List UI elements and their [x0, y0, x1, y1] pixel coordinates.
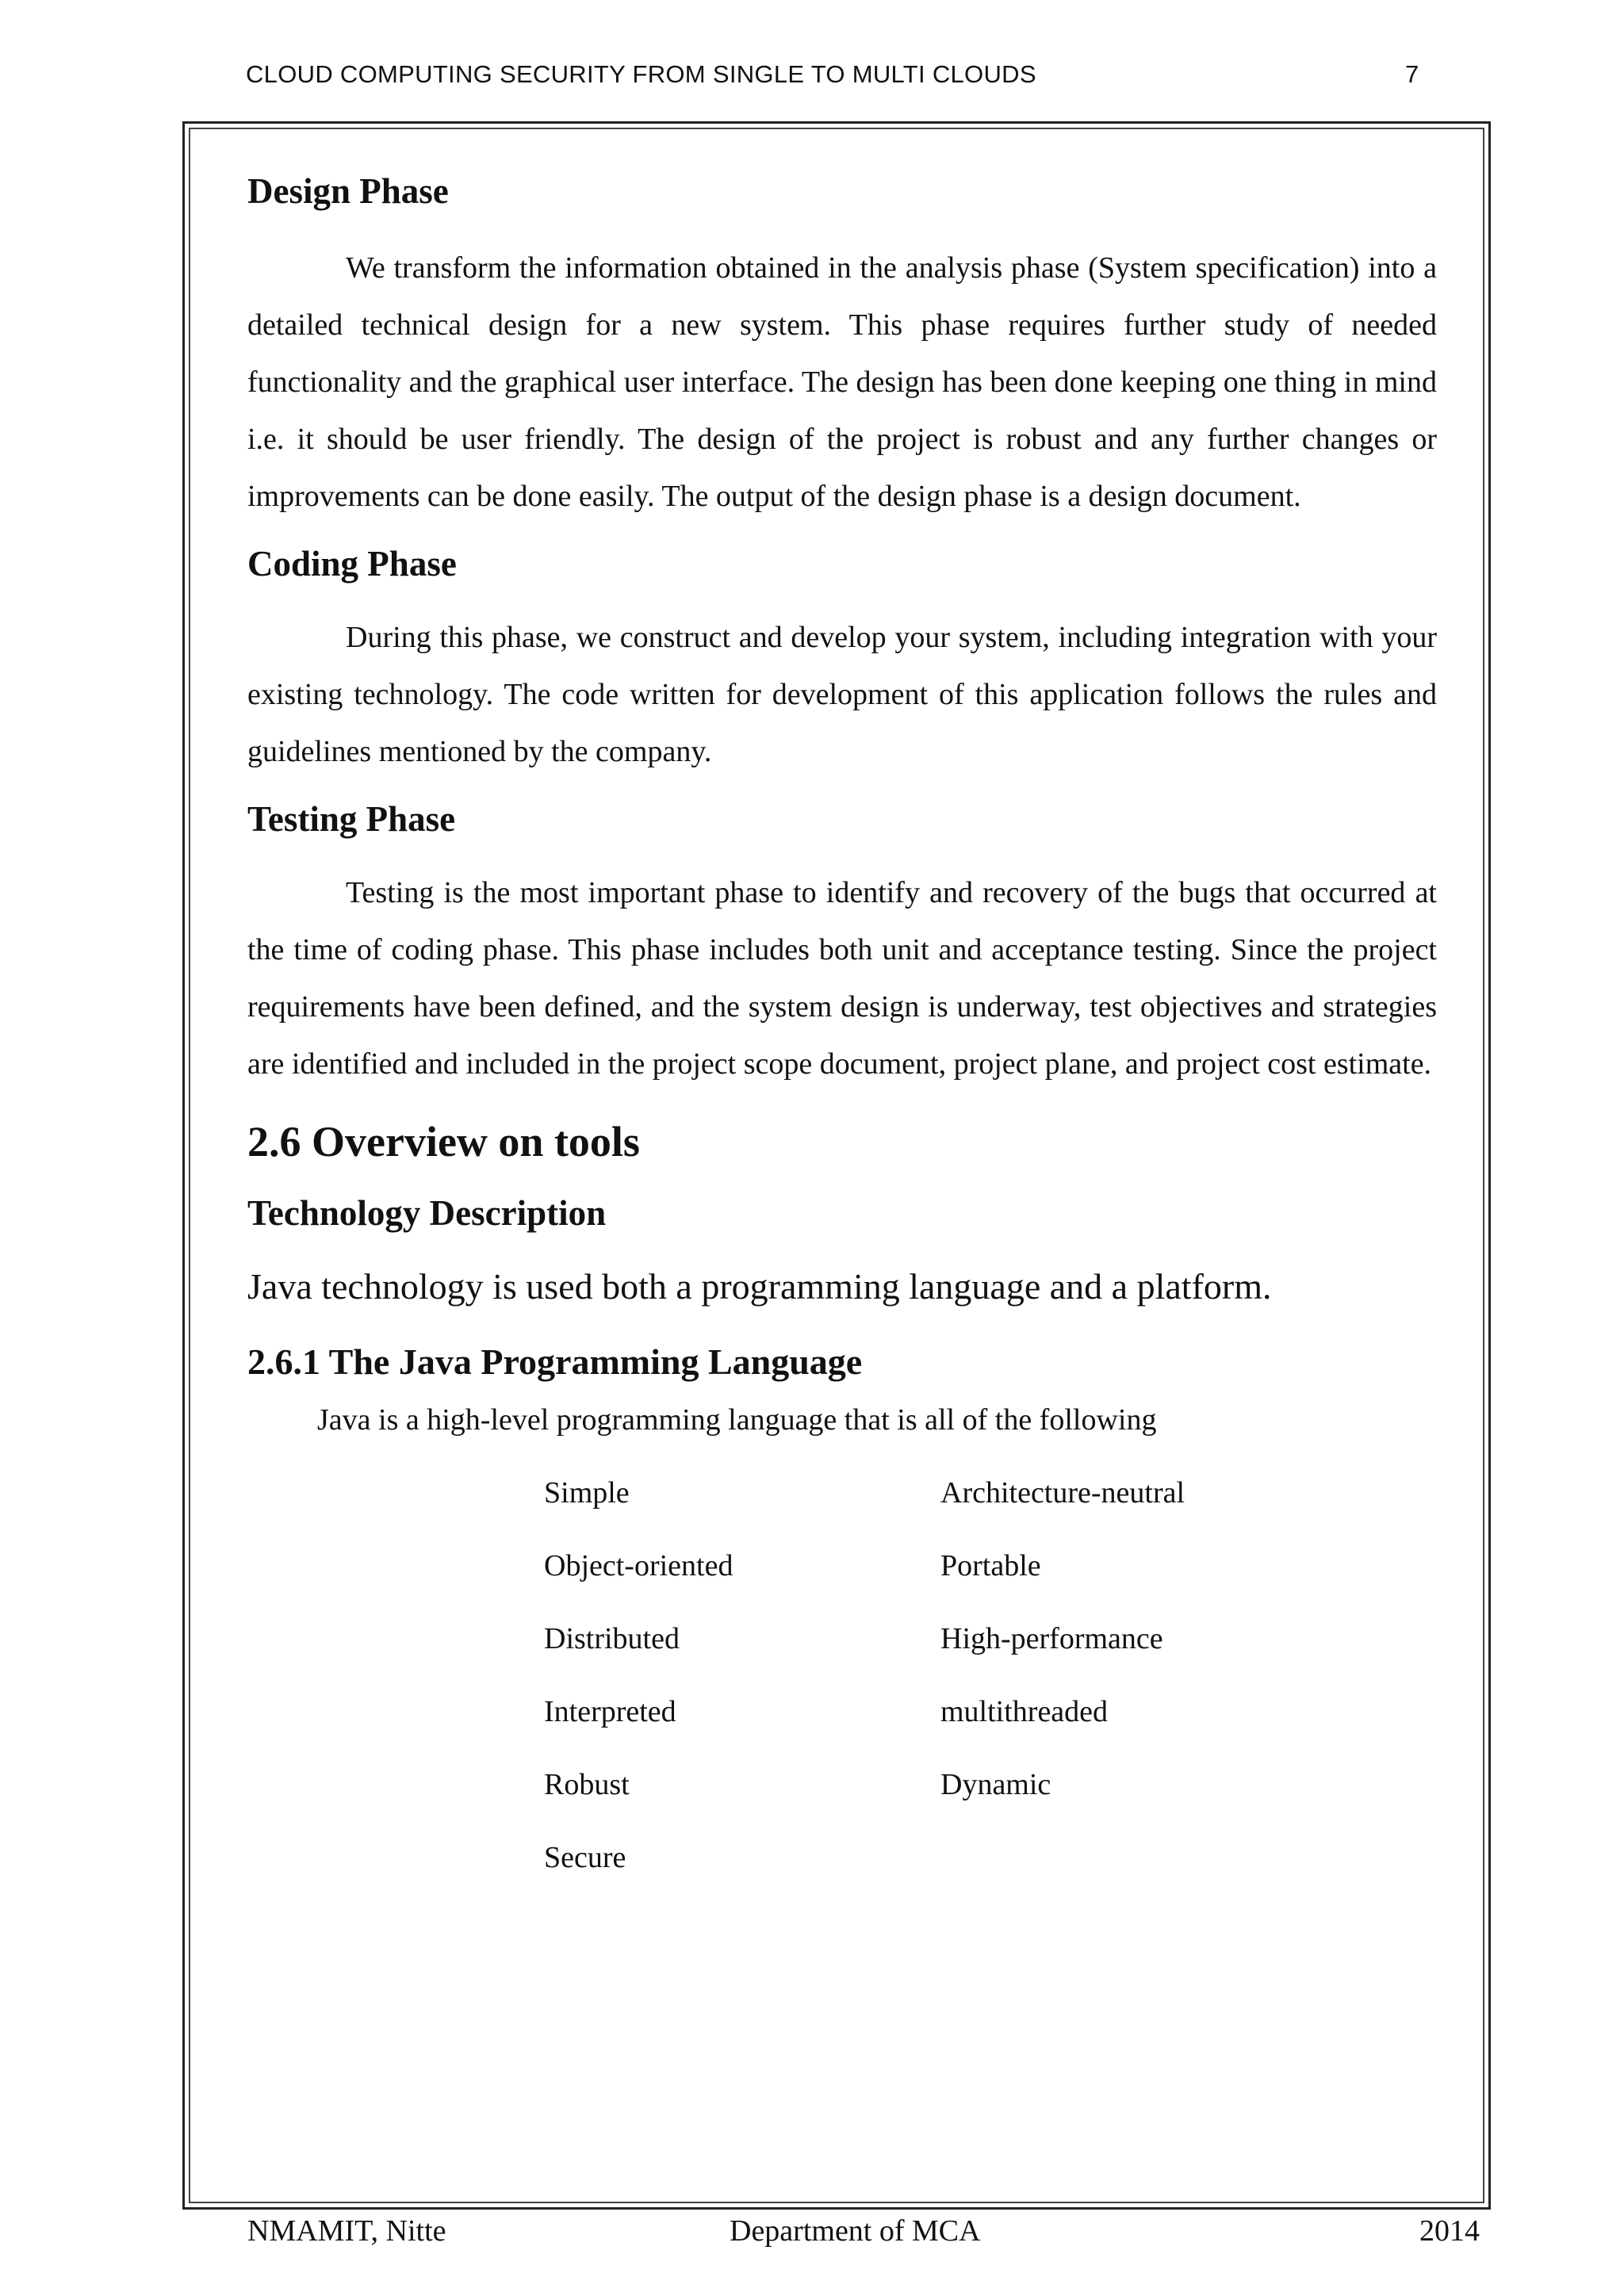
feature-item: Interpreted — [544, 1694, 676, 1728]
page-number: 7 — [1405, 60, 1419, 88]
feature-item: multithreaded — [940, 1694, 1109, 1728]
java-language-intro: Java is a high-level programming language that is all of the following — [317, 1403, 1157, 1437]
design-phase-heading: Design Phase — [247, 171, 449, 211]
feature-item: Portable — [940, 1548, 1041, 1582]
footer-department: Department of MCA — [730, 2214, 981, 2248]
feature-item: Object-oriented — [544, 1548, 733, 1582]
design-phase-paragraph: We transform the information obtained in the analysis phase (System specification) into a detailed technical design for a new system. This phase requires further study of needed functionality and the graphical user interface. The design has been done keeping one thing in mind i.e. it should be user friendly. The design of the project is robust and any further changes or improvements can be done easily. The output of the design phase is a design document. — [247, 251, 1437, 513]
coding-phase-heading: Coding Phase — [247, 544, 457, 584]
feature-item: Secure — [544, 1840, 626, 1874]
technology-lead-sentence: Java technology is used both a programming language and a platform. — [247, 1265, 1272, 1307]
feature-item: Distributed — [544, 1621, 680, 1655]
footer-year: 2014 — [1419, 2214, 1480, 2248]
overview-section-title: 2.6 Overview on tools — [247, 1118, 640, 1165]
feature-item: Simple — [544, 1475, 630, 1510]
java-language-heading: 2.6.1 The Java Programming Language — [247, 1341, 863, 1382]
feature-item: Robust — [544, 1767, 630, 1801]
technology-description-heading: Technology Description — [247, 1192, 607, 1233]
testing-phase-paragraph: Testing is the most important phase to identify and recovery of the bugs that occurred at the time of coding phase. This phase includes both unit and acceptance testing. Since the project requirements have been defined, and the system design is underway, test objectives and strategies are identified and included in the project scope document, project plane, and project cost estimate. — [247, 876, 1437, 1081]
feature-item: Architecture-neutral — [940, 1475, 1185, 1510]
feature-item: Dynamic — [940, 1767, 1051, 1801]
running-title: CLOUD COMPUTING SECURITY FROM SINGLE TO MULTI CLOUDS — [246, 60, 1036, 88]
java-features-list — [544, 1456, 1437, 1894]
coding-phase-paragraph: During this phase, we construct and develop your system, including integration with your existing technology. The code written for development of this application follows the rules and guidelines mentioned by the company. — [247, 621, 1437, 768]
page-content — [247, 159, 1437, 1894]
footer-institution: NMAMIT, Nitte — [247, 2214, 446, 2248]
feature-item: High-performance — [940, 1621, 1163, 1655]
testing-phase-heading: Testing Phase — [247, 799, 456, 839]
